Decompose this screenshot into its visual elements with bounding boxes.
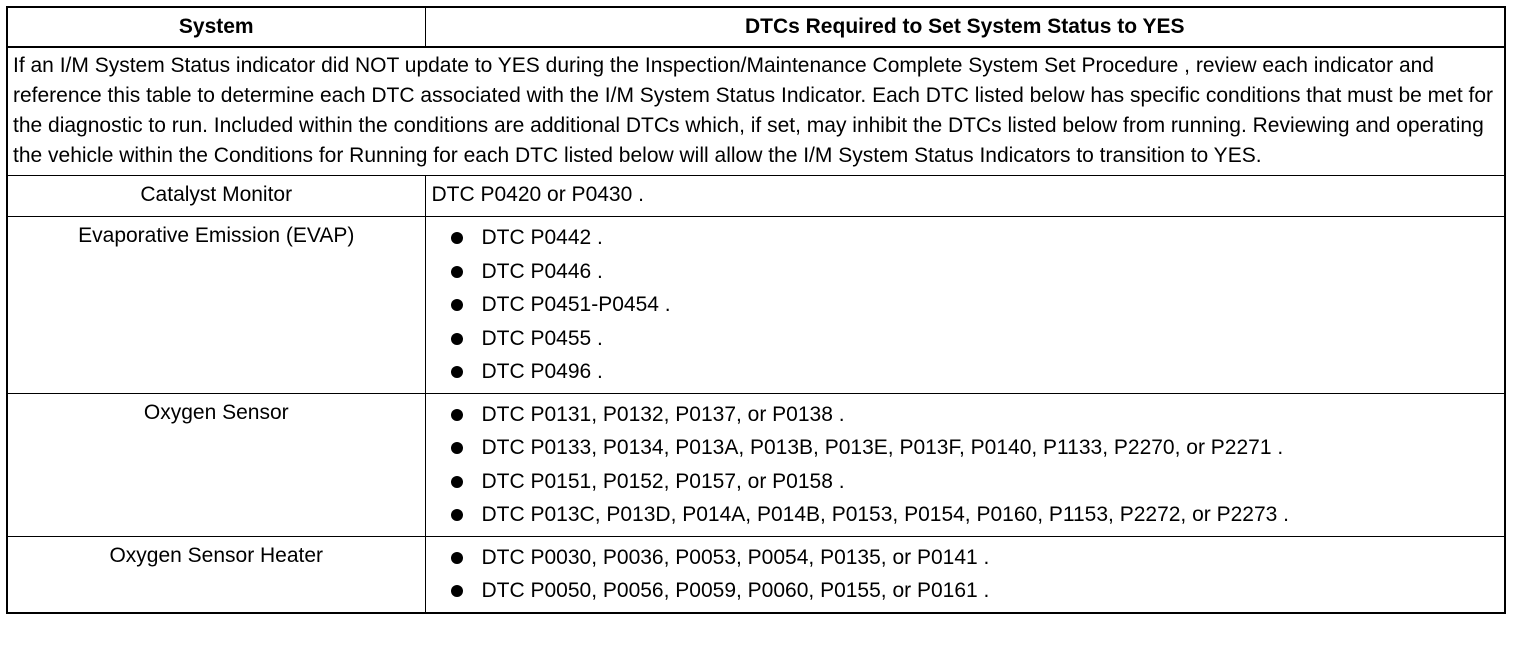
dtc-status-table — [6, 6, 1506, 614]
dtc-list — [434, 398, 1499, 532]
dtc-list-cell — [425, 393, 1505, 536]
dtc-item-text: DTC P0496 . — [481, 360, 603, 383]
list-item — [434, 221, 1499, 255]
bullet-icon — [451, 442, 463, 454]
dtc-list — [434, 541, 1499, 608]
system-name: Oxygen Sensor — [7, 393, 425, 536]
bullet-icon — [451, 266, 463, 278]
dtc-item-text: DTC P0030, P0036, P0053, P0054, P0135, or P0141 . — [481, 545, 990, 569]
list-item — [434, 398, 1499, 432]
dtc-list-cell — [425, 536, 1505, 613]
dtc-item-text: DTC P0451-P0454 . — [481, 293, 671, 316]
table-row — [7, 176, 1505, 217]
bullet-icon — [451, 476, 463, 488]
intro-row — [7, 47, 1505, 176]
intro-text: If an I/M System Status indicator did NOT update to YES during the Inspection/Maintenance Complete System Set Procedure , review each indicator and reference this table to determine each DTC associated with the I/M System Status Indicator. Each DTC listed below has specific conditions that must be met for the diagnostic to run. Included within the conditions are additional DTCs which, if set, may inhibit the DTCs listed below from running. Reviewing and operating the vehicle within the Conditions for Running for each DTC listed below will allow the I/M System Status Indicators to transition to YES. — [7, 47, 1505, 176]
bullet-icon — [451, 585, 463, 597]
dtc-item-text: DTC P0442 . — [481, 226, 603, 249]
system-name: Oxygen Sensor Heater — [7, 536, 425, 613]
bullet-icon — [451, 366, 463, 378]
dtc-item-text: DTC P0133, P0134, P013A, P013B, P013E, P013F, P0140, P1133, P2270, or P2271 . — [481, 436, 1284, 459]
dtc-list — [434, 221, 1499, 389]
list-item — [434, 288, 1499, 322]
dtc-item-text: DTC P013C, P013D, P014A, P014B, P0153, P0154, P0160, P1153, P2272, or P2273 . — [481, 503, 1289, 526]
bullet-icon — [451, 552, 463, 564]
bullet-icon — [451, 409, 463, 421]
list-item — [434, 322, 1499, 356]
bullet-icon — [451, 232, 463, 244]
list-item — [434, 355, 1499, 389]
bullet-icon — [451, 333, 463, 345]
dtc-list-cell — [425, 217, 1505, 394]
bullet-icon — [451, 299, 463, 311]
list-item — [434, 574, 1499, 608]
dtc-item-text: DTC P0131, P0132, P0137, or P0138 . — [481, 402, 845, 426]
header-system: System — [7, 7, 425, 47]
table-row — [7, 393, 1505, 536]
table-row — [7, 536, 1505, 613]
list-item — [434, 465, 1499, 499]
dtc-text: DTC P0420 or P0430 . — [425, 176, 1505, 217]
bullet-icon — [451, 509, 463, 521]
list-item — [434, 431, 1499, 465]
table-row — [7, 217, 1505, 394]
list-item — [434, 541, 1499, 575]
system-name: Catalyst Monitor — [7, 176, 425, 217]
system-name: Evaporative Emission (EVAP) — [7, 217, 425, 394]
list-item — [434, 255, 1499, 289]
header-dtcs: DTCs Required to Set System Status to YES — [425, 7, 1505, 47]
table-header-row — [7, 7, 1505, 47]
dtc-item-text: DTC P0050, P0056, P0059, P0060, P0155, or P0161 . — [481, 579, 990, 602]
dtc-item-text: DTC P0455 . — [481, 326, 603, 350]
list-item — [434, 498, 1499, 532]
dtc-item-text: DTC P0151, P0152, P0157, or P0158 . — [481, 469, 845, 493]
dtc-item-text: DTC P0446 . — [481, 259, 603, 283]
